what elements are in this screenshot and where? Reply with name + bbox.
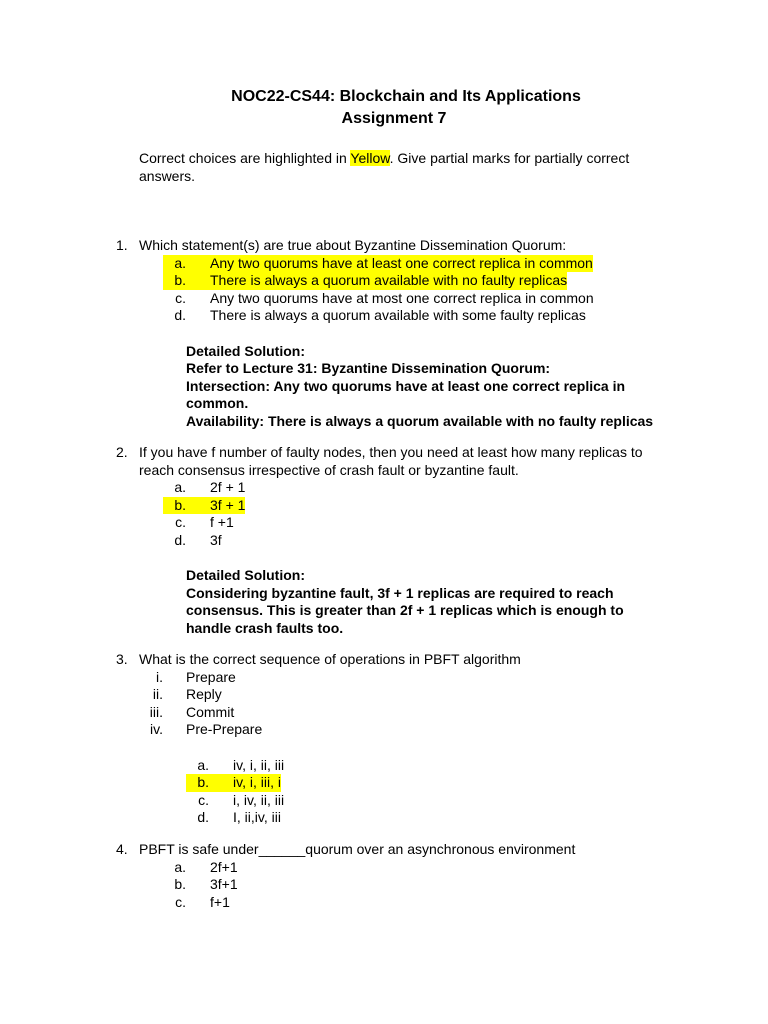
solution-line: Availability: There is always a quorum available with no faulty replicas	[186, 412, 654, 429]
option-label: c.	[175, 893, 186, 910]
option-text: There is always a quorum available with some faulty replicas	[210, 307, 586, 324]
option-d	[186, 809, 676, 827]
option-label: b.	[197, 774, 209, 791]
question-text-line: reach consensus irrespective of crash fault or byzantine fault.	[139, 461, 519, 478]
option-a	[186, 757, 676, 775]
option-text: I, ii,iv, iii	[233, 809, 281, 826]
step-text: Prepare	[186, 668, 236, 685]
option-list	[186, 757, 676, 827]
option-b	[163, 497, 676, 515]
solution-line: Intersection: Any two quorums have at least one correct replica in	[186, 377, 626, 394]
option-list	[163, 479, 676, 549]
option-a	[163, 859, 676, 877]
option-b	[163, 272, 676, 290]
solution-line: Considering byzantine fault, 3f + 1 replicas are required to reach	[186, 584, 614, 601]
option-text: f+1	[210, 893, 230, 910]
option-text: 2f+1	[210, 858, 238, 875]
option-d	[163, 307, 676, 325]
option-list	[163, 255, 676, 325]
solution-line: handle crash faults too.	[186, 619, 344, 636]
option-label: a.	[174, 254, 186, 271]
solution-line: consensus. This is greater than 2f + 1 replicas which is enough to	[186, 602, 624, 619]
option-label: d.	[174, 531, 186, 548]
option-label: c.	[198, 791, 209, 808]
question-3	[116, 651, 676, 827]
option-label: c.	[175, 514, 186, 531]
intro-highlight-word: Yellow	[350, 150, 390, 166]
question-text: Which statement(s) are true about Byzantine Dissemination Quorum:	[139, 237, 567, 253]
option-label: b.	[174, 876, 186, 893]
option-text: 3f + 1	[210, 496, 246, 513]
question-number: 1.	[116, 237, 128, 253]
question-2	[116, 444, 676, 638]
question-number: 3.	[116, 651, 128, 667]
step-iii	[139, 704, 676, 722]
intro-text-before: Correct choices are highlighted in	[139, 150, 351, 166]
step-ii	[139, 686, 676, 704]
option-a	[163, 255, 676, 273]
option-label: a.	[174, 479, 186, 496]
option-text: Any two quorums have at least one correct replica in common	[210, 254, 593, 271]
option-label: b.	[174, 272, 186, 289]
option-text: iv, i, iii, i	[233, 774, 281, 791]
option-c	[163, 290, 676, 308]
option-b	[186, 774, 676, 792]
step-iv	[139, 721, 676, 739]
solution-heading: Detailed Solution:	[186, 567, 305, 584]
step-label: iii.	[149, 703, 163, 720]
step-text: Reply	[186, 686, 222, 703]
step-label: iv.	[150, 721, 163, 738]
option-label: a.	[174, 858, 186, 875]
option-text: i, iv, ii, iii	[233, 791, 285, 808]
option-d	[163, 532, 676, 550]
option-text: 2f + 1	[210, 479, 246, 496]
question-text	[139, 444, 676, 479]
option-text: There is always a quorum available with no faulty replicas	[210, 272, 568, 289]
question-number: 2.	[116, 444, 128, 460]
question-number: 4.	[116, 841, 128, 857]
intro-paragraph	[139, 150, 659, 185]
course-title: NOC22-CS44: Blockchain and Its Applications	[231, 88, 581, 105]
step-label: ii.	[152, 686, 163, 703]
step-text: Pre-Prepare	[186, 721, 263, 738]
option-c	[163, 894, 676, 912]
option-b	[163, 876, 676, 894]
step-text: Commit	[186, 703, 235, 720]
question-4	[116, 841, 676, 911]
step-list	[139, 669, 676, 739]
question-text-line: If you have f number of faulty nodes, then you need at least how many replicas to	[139, 444, 643, 460]
option-label: b.	[174, 496, 186, 513]
option-list	[163, 859, 676, 912]
assignment-title: Assignment 7	[341, 110, 447, 127]
option-c	[163, 514, 676, 532]
option-label: d.	[197, 809, 209, 826]
option-c	[186, 792, 676, 810]
step-label: i.	[156, 668, 163, 685]
option-label: c.	[175, 289, 186, 306]
detailed-solution	[186, 343, 676, 431]
question-1	[116, 237, 676, 431]
step-i	[139, 669, 676, 687]
option-text: Any two quorums have at most one correct replica in common	[210, 289, 594, 306]
option-label: d.	[174, 307, 186, 324]
solution-line: common.	[186, 395, 249, 412]
option-label: a.	[197, 756, 209, 773]
option-text: 3f+1	[210, 876, 238, 893]
intro-text-after: . Give partial marks for partially correct answers.	[139, 150, 630, 184]
solution-heading: Detailed Solution:	[186, 342, 305, 359]
solution-line: Refer to Lecture 31: Byzantine Dissemination Quorum:	[186, 360, 551, 377]
option-text: 3f	[210, 531, 222, 548]
question-text: PBFT is safe under______quorum over an asynchronous environment	[139, 841, 576, 857]
question-text: What is the correct sequence of operations in PBFT algorithm	[139, 651, 521, 667]
option-text: f +1	[210, 514, 234, 531]
option-text: iv, i, ii, iii	[233, 756, 285, 773]
detailed-solution	[186, 567, 676, 637]
option-a	[163, 479, 676, 497]
